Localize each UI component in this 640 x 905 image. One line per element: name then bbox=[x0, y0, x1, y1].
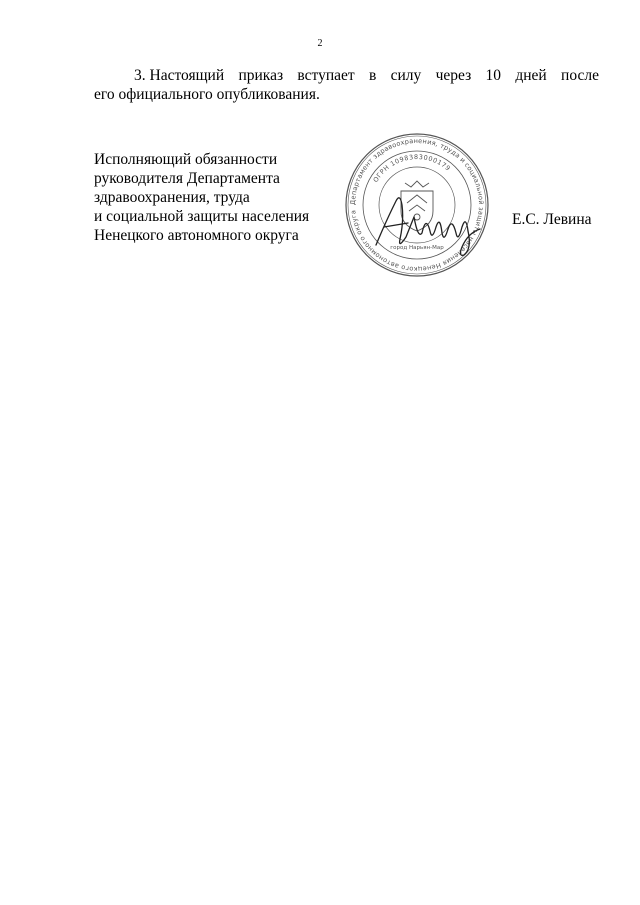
paragraph-line-1 bbox=[94, 66, 599, 85]
signer-name: Е.С. Левина bbox=[512, 211, 592, 228]
paragraph-word: после bbox=[561, 67, 599, 84]
paragraph-word: приказ bbox=[238, 67, 284, 84]
paragraph-word: в bbox=[368, 67, 377, 84]
signer-title-line: Исполняющий обязанности bbox=[94, 151, 278, 168]
paragraph-line-2: его официального опубликования. bbox=[94, 86, 320, 103]
paragraph-word: 10 bbox=[485, 67, 502, 84]
stamp-center-text: город Нарьян-Мар bbox=[390, 245, 444, 251]
signer-title-line: здравоохранения, труда bbox=[94, 189, 250, 206]
paragraph-word: вступает bbox=[297, 67, 355, 84]
svg-text:ОГРН 1098383000179 bbox=[372, 153, 453, 184]
paragraph-word: через bbox=[435, 67, 472, 84]
paragraph-word: дней bbox=[515, 67, 547, 84]
page-number: 2 bbox=[317, 38, 323, 49]
handwritten-signature-icon bbox=[372, 187, 484, 257]
signer-title bbox=[94, 150, 354, 245]
signer-title-line: и социальной защиты населения bbox=[94, 208, 310, 225]
stamp-inner-text: ОГРН 1098383000179 bbox=[371, 152, 453, 184]
stamp-outer-text: Департамент здравоохранения, труда и социальной защиты населения Ненецкого автономного округа bbox=[348, 136, 486, 274]
order-paragraph bbox=[94, 66, 599, 104]
paragraph-word: 3. Настоящий bbox=[134, 67, 225, 84]
signer-title-line: Ненецкого автономного округа bbox=[94, 227, 299, 244]
signer-title-line: руководителя Департамента bbox=[94, 170, 280, 187]
paragraph-word: силу bbox=[390, 67, 422, 84]
